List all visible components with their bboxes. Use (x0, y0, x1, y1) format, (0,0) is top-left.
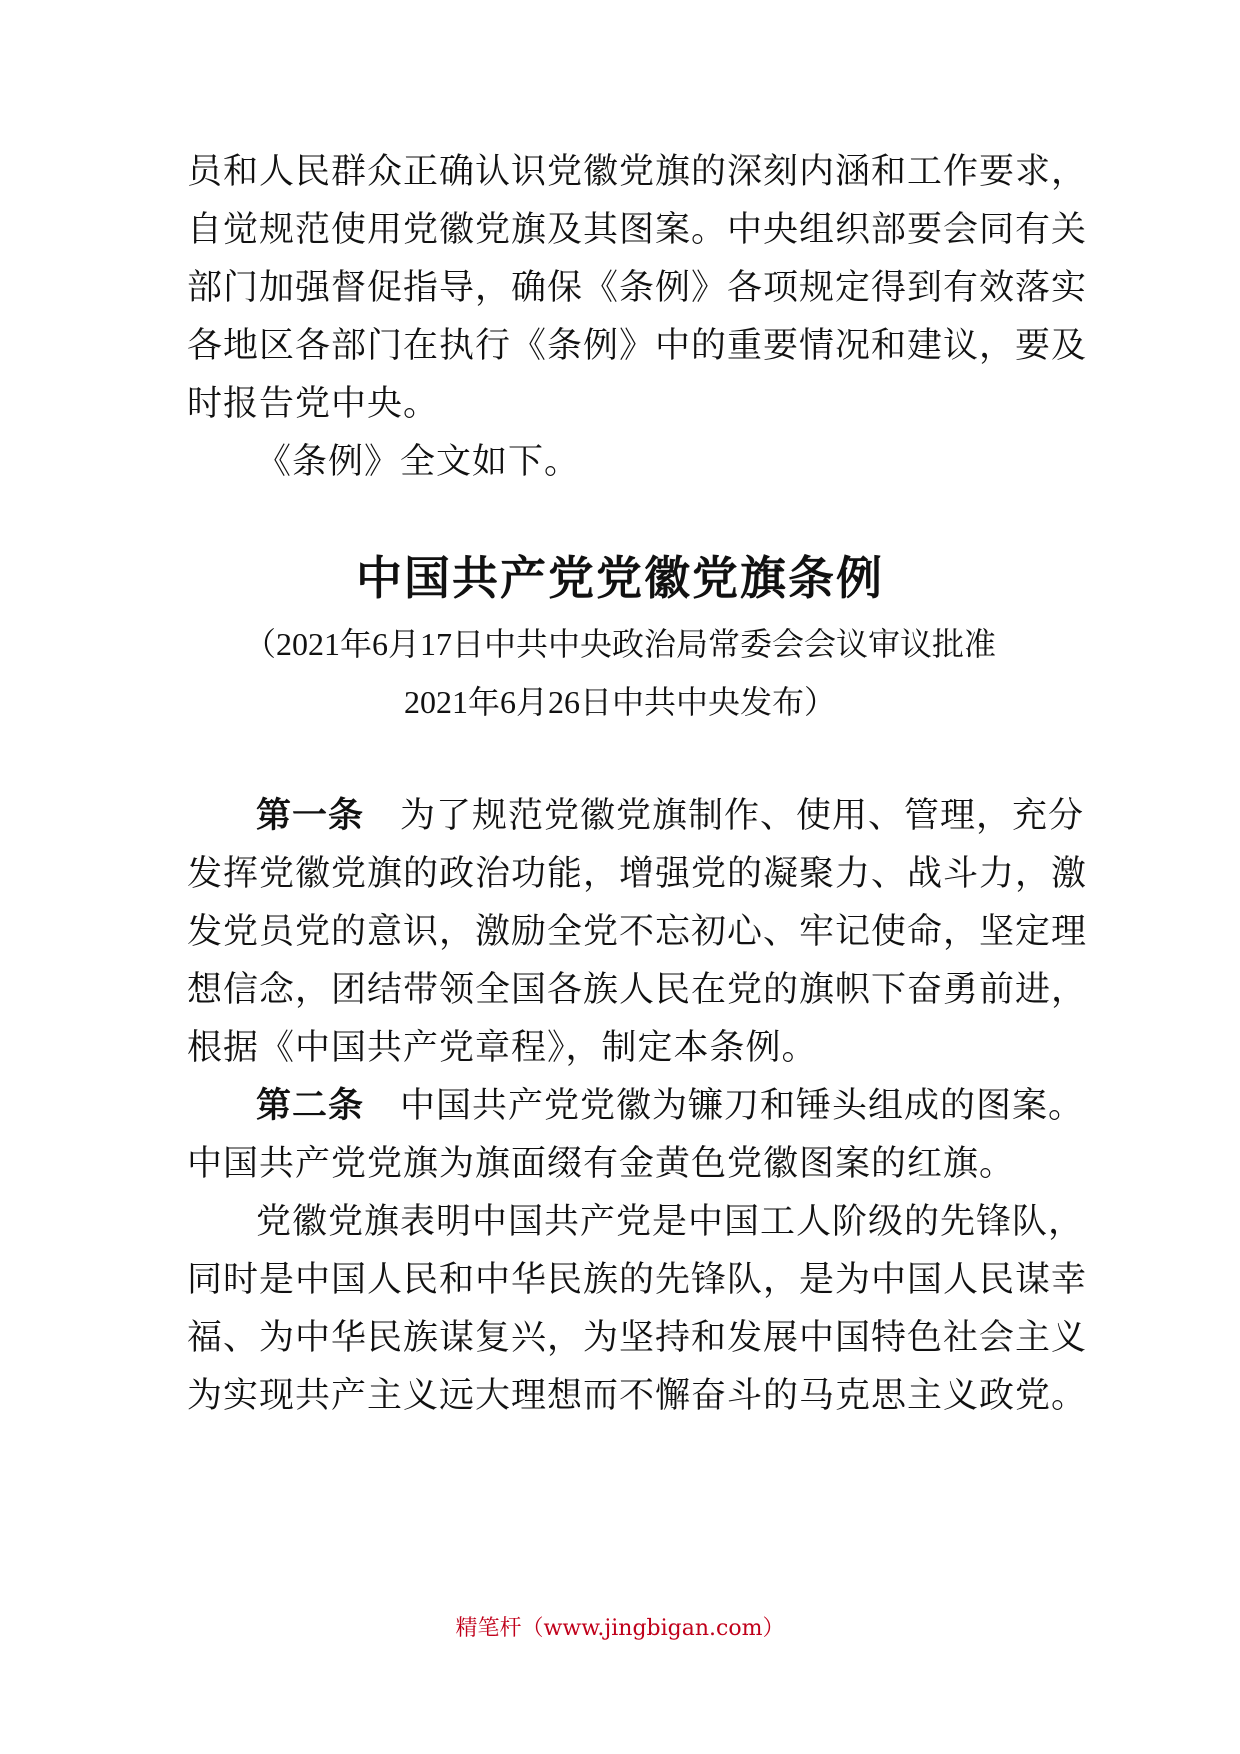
document-title: 中国共产党党徽党旗条例 (356, 551, 884, 605)
body-line-3: 部门加强督促指导，确保《条例》各项规定得到有效落实 (187, 268, 1088, 308)
article-1-line-4: 想信念，团结带领全国各族人民在党的旗帜下奋勇前进， (187, 970, 1088, 1010)
body-line-5: 时报告党中央。 (187, 384, 440, 424)
article-1-first-line: 第一条 为了规范党徽党旗制作、使用、管理，充分 (256, 796, 1085, 836)
article-1-heading: 第一条 (256, 796, 365, 836)
article-1-line-3: 发党员党的意识，激励全党不忘初心、牢记使命，坚定理 (187, 912, 1088, 952)
body-line-1: 员和人民群众正确认识党徽党旗的深刻内涵和工作要求， (187, 152, 1088, 192)
article-2-para2-line-2: 同时是中国人民和中华民族的先锋队，是为中国人民谋幸 (187, 1260, 1088, 1300)
article-2-para2-line-4: 为实现共产主义远大理想而不懈奋斗的马克思主义政党。 (187, 1376, 1088, 1416)
article-2-para2-line-3: 福、为中华民族谋复兴，为坚持和发展中国特色社会主义 (187, 1318, 1088, 1358)
subtitle-line-1: （2021年6月17日中共中央政治局常委会会议审议批准 (243, 625, 997, 663)
article-2-para2-line-1: 党徽党旗表明中国共产党是中国工人阶级的先锋队， (256, 1202, 1085, 1242)
article-2-line-2: 中国共产党党旗为旗面缀有金黄色党徽图案的红旗。 (187, 1144, 1016, 1184)
footer-watermark-link[interactable]: 精笔杆（www.jingbigan.com） (455, 1616, 785, 1641)
article-1-line-2: 发挥党徽党旗的政治功能，增强党的凝聚力、战斗力，激 (187, 854, 1088, 894)
article-2-heading: 第二条 (256, 1086, 365, 1126)
body-line-2: 自觉规范使用党徽党旗及其图案。中央组织部要会同有关 (187, 210, 1088, 250)
full-text-note: 《条例》全文如下。 (256, 442, 581, 482)
article-1-line-5: 根据《中国共产党章程》，制定本条例。 (187, 1028, 818, 1068)
subtitle-line-2: 2021年6月26日中共中央发布） (403, 683, 837, 721)
article-2-first-line: 第二条 中国共产党党徽为镰刀和锤头组成的图案。 (256, 1086, 1085, 1126)
body-line-4: 各地区各部门在执行《条例》中的重要情况和建议，要及 (187, 326, 1088, 366)
